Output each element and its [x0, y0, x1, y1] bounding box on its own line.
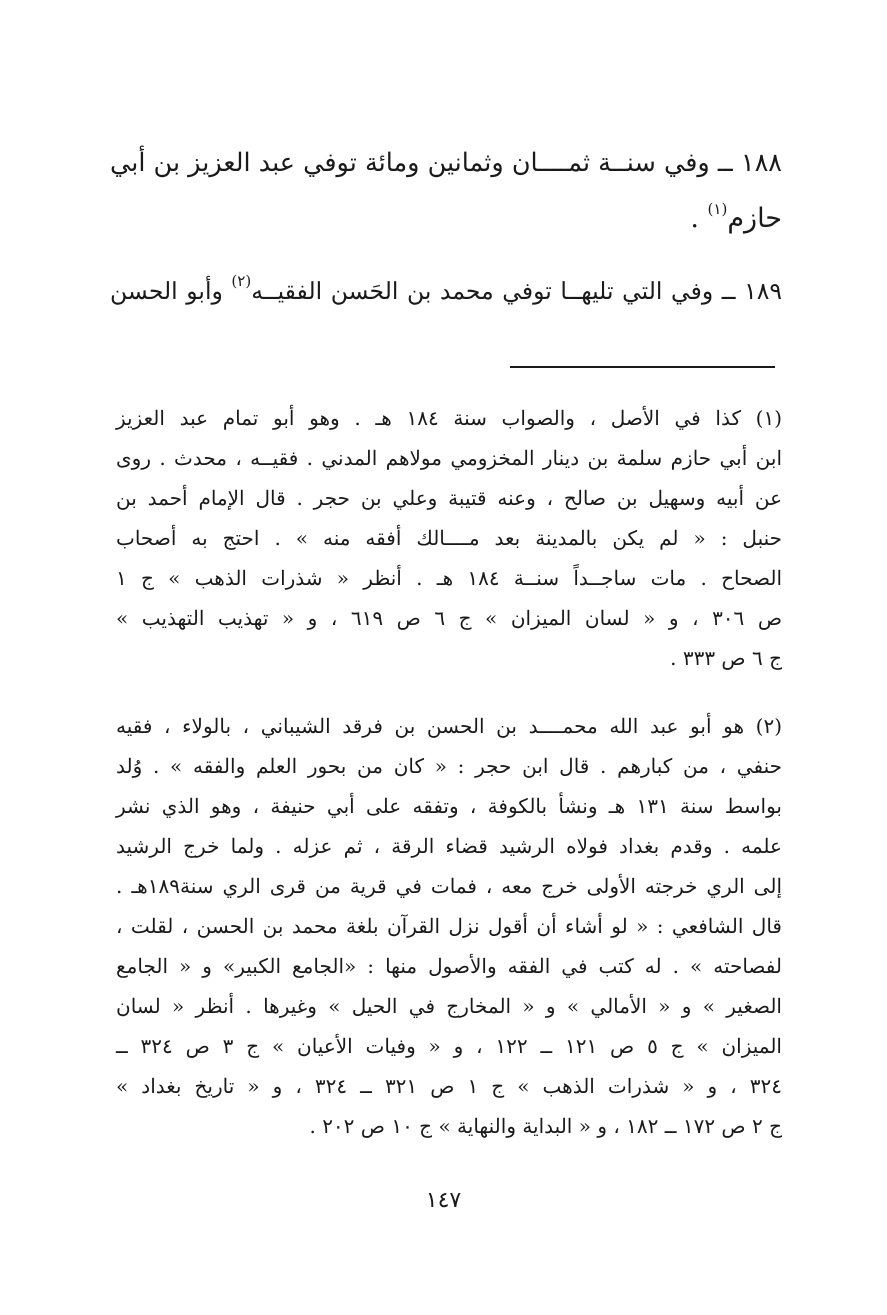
footnote-2-line: بواسط سنة ١٣١ هـ ونشأ بالكوفة ، وتفقه على أبي حنيفة ، وهو الذي نشر: [116, 794, 783, 818]
footnote-2-line: حنفي ، من كبارهم . قال ابن حجر : « كان من بحور العلم والفقه » . وُلد: [116, 754, 782, 778]
page-number: ١٤٧: [425, 1188, 462, 1213]
footnote-1-line: ص ٣٠٦ ، و « لسان الميزان » ج ٦ ص ٦١٩ ، و « تهذيب التهذيب »: [116, 606, 783, 630]
entry-189: [110, 263, 782, 319]
entry-188: [110, 135, 782, 247]
footnote-1-line: عن أبيه وسهيل بن صالح ، وعنه قتيبة وعلي بن حجر . قال الإمام أحمد بن: [116, 486, 782, 510]
entry-189-text: ١٨٩ ــ وفي التي تليهــا توفي محمد بن الحَسن الفقيــه: [251, 277, 782, 305]
footnote-2-line: إلى الري خرجته الأولى خرج معه ، فمات في قرية من قرى الري سنة١٨٩هـ .: [116, 874, 783, 898]
footnote-1: [116, 398, 782, 678]
footnote-2: [116, 706, 782, 1146]
footnote-1-line: ج ٦ ص ٣٣٣ .: [670, 646, 782, 670]
footnote-separator-rule: [510, 366, 775, 368]
entry-188-end: .: [690, 203, 708, 234]
footnote-ref-1: (١): [707, 200, 728, 218]
footnote-2-line: علمه . وقدم بغداد فولاه الرشيد قضاء الرقة ، ثم عزله . ولما خرج الرشيد: [116, 834, 782, 858]
footnote-2-line: لفصاحته » . له كتب في الفقه والأصول منها : «الجامع الكبير» و « الجامع: [116, 954, 782, 978]
entry-188-line-2: [110, 191, 782, 247]
footnote-ref-2: (٢): [231, 272, 252, 290]
entry-188-line-1: ١٨٨ ــ وفي سنــة ثمــــان وثمانين ومائة توفي عبد العزيز بن أبي: [110, 148, 782, 178]
footnote-2-line: ج ٢ ص ١٧٢ ــ ١٨٢ ، و « البداية والنهاية » ج ١٠ ص ٢٠٢ .: [309, 1114, 782, 1138]
footnote-1-line: (١) كذا في الأصل ، والصواب سنة ١٨٤ هـ . وهو أبو تمام عبد العزيز: [116, 406, 783, 430]
footnote-2-line: قال الشافعي : « لو أشاء أن أقول نزل القرآن بلغة محمد بن الحسن ، لقلت ،: [116, 914, 782, 938]
entry-188-name-text: حازم: [727, 203, 782, 234]
entry-189-end: وأبو الحسن: [110, 277, 232, 305]
footnote-2-line: (٢) هو أبو عبد الله محمــــد بن الحسن بن فرقد الشيباني ، بالولاء ، فقيه: [116, 714, 782, 738]
footnote-2-line: ٣٢٤ ، و « شذرات الذهب » ج ١ ص ٣٢١ ــ ٣٢٤ ، و « تاريخ بغداد »: [116, 1074, 782, 1098]
footnote-2-line: الميزان » ج ٥ ص ١٢١ ــ ١٢٢ ، و « وفيات الأعيان » ج ٣ ص ٣٢٤ ــ: [116, 1034, 782, 1058]
entry-189-line-1: [110, 263, 782, 319]
footnote-1-line: الصحاح . مات ساجــداً سنــة ١٨٤ هـ . أنظر « شذرات الذهب » ج ١: [116, 566, 782, 590]
footnote-2-line: الصغير » و « الأمالي » و « المخارج في الحيل » وغيرها . أنظر « لسان: [116, 994, 782, 1018]
footnote-1-line: ابن أبي حازم سلمة بن دينار المخزومي مولاهم المدني . فقيــه ، محدث . روى: [116, 446, 782, 470]
footnote-1-line: حنبل : « لم يكن بالمدينة بعد مــــالك أفقه منه » . احتج به أصحاب: [116, 526, 782, 550]
